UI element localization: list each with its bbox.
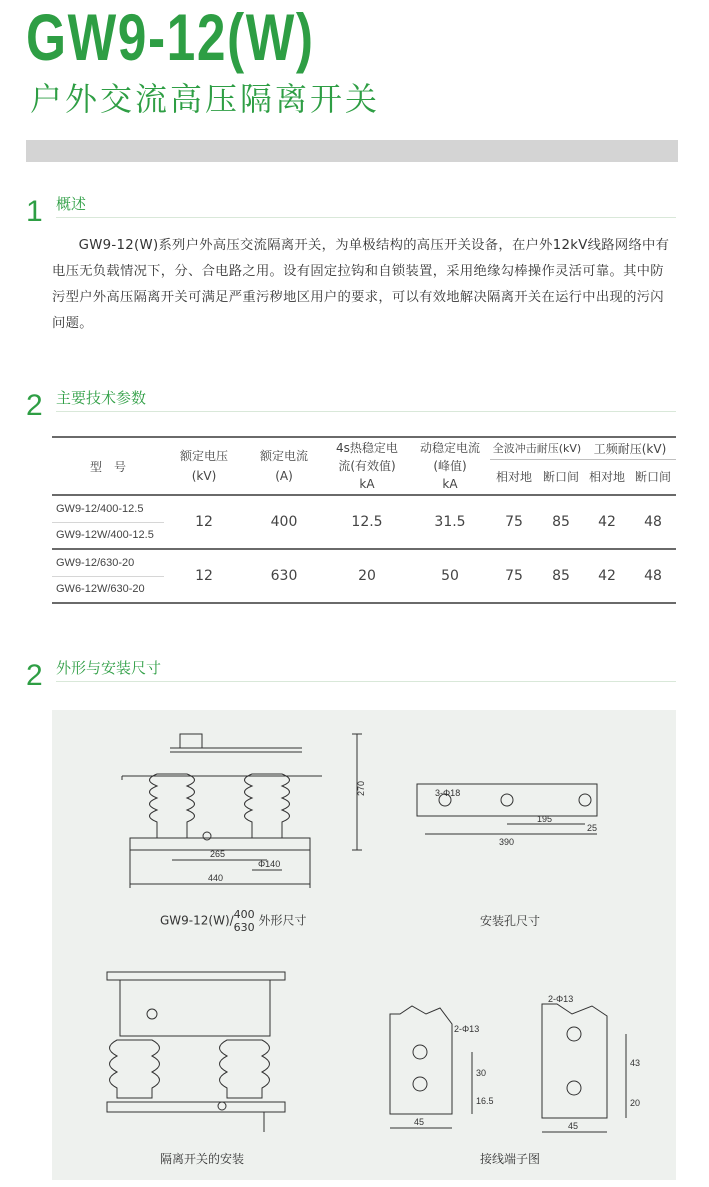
cell-imp-ground: 75	[490, 549, 538, 603]
cell-imp-break: 85	[538, 549, 584, 603]
table-row-model: GW9-12/400-12.5	[52, 495, 164, 522]
table-row-model: GW9-12W/400-12.5	[52, 522, 164, 549]
table-row-model: GW6-12W/630-20	[52, 576, 164, 603]
dim-20: 20	[630, 1098, 641, 1108]
cell-pf-ground: 42	[584, 549, 630, 603]
cell-voltage: 12	[164, 495, 244, 549]
header-thermal: 4s热稳定电 流(有效值) kA	[324, 437, 410, 495]
cell-pf-ground: 42	[584, 495, 630, 549]
header-powerfreq: 工频耐压(kV)	[584, 437, 676, 459]
cell-current: 400	[244, 495, 324, 549]
dim-43: 43	[630, 1058, 641, 1068]
header-pf-break: 断口间	[630, 459, 676, 495]
outline-caption: GW9-12(W)/400 630 外形尺寸	[160, 908, 307, 934]
dim-25: 25	[587, 823, 598, 833]
header-imp-break: 断口间	[538, 459, 584, 495]
cell-imp-break: 85	[538, 495, 584, 549]
drawings-panel	[52, 710, 676, 1180]
dim-440: 440	[208, 873, 224, 883]
cell-dynamic: 31.5	[410, 495, 490, 549]
terminal-hole-label-a: 2-Φ13	[454, 1024, 480, 1034]
header-divider-bar	[26, 140, 678, 162]
dim-265: 265	[210, 849, 226, 859]
section1-number: 1	[26, 195, 43, 228]
dim-phi140: Φ140	[258, 859, 281, 869]
cell-current: 630	[244, 549, 324, 603]
header-model: 型 号	[52, 437, 164, 495]
terminal-drawing	[382, 994, 642, 1144]
page-subtitle: 户外交流高压隔离开关	[30, 80, 381, 118]
dim-16-5: 16.5	[476, 1096, 494, 1106]
header-current: 额定电流 (A)	[244, 437, 324, 495]
mounting-caption: 安装孔尺寸	[480, 914, 541, 928]
dim-height: 270	[356, 780, 366, 796]
installation-drawing	[92, 956, 302, 1146]
dim-195: 195	[537, 814, 553, 824]
header-voltage: 额定电压 (kV)	[164, 437, 244, 495]
table-row-model: GW9-12/630-20	[52, 549, 164, 576]
section3-number: 2	[26, 659, 43, 692]
cell-dynamic: 50	[410, 549, 490, 603]
cell-pf-break: 48	[630, 495, 676, 549]
section2-number: 2	[26, 389, 43, 422]
dim-390: 390	[499, 837, 515, 847]
header-impulse: 全波冲击耐压(kV)	[490, 437, 584, 459]
section1-paragraph: GW9-12(W)系列户外高压交流隔离开关，为单极结构的高压开关设备，在户外12kV线路网络中有电压无负载情况下，分、合电路之用。设有固定拉钩和自锁装置，采用绝缘勾棒操作灵活可靠。其中防污型户外高压隔离开关可满足严重污秽地区用户的要求，可以有效地解决隔离开关在运行中出现的污闪问题。	[52, 238, 670, 331]
outline-drawing	[112, 726, 382, 906]
cell-imp-ground: 75	[490, 495, 538, 549]
section1-rule	[56, 217, 676, 218]
section1-title: 概述	[56, 195, 87, 213]
page-title: GW9-12(W)	[26, 0, 315, 74]
section2-title: 主要技术参数	[56, 389, 147, 407]
cell-thermal: 20	[324, 549, 410, 603]
header-dynamic: 动稳定电流 (峰值) kA	[410, 437, 490, 495]
terminal-caption: 接线端子图	[480, 1152, 541, 1166]
header-imp-ground: 相对地	[490, 459, 538, 495]
dim-45-b: 45	[568, 1121, 579, 1131]
terminal-hole-label-b: 2-Φ13	[548, 994, 574, 1004]
cell-thermal: 12.5	[324, 495, 410, 549]
section2-rule	[56, 411, 676, 412]
spec-table	[52, 436, 676, 604]
dim-45-a: 45	[414, 1117, 425, 1127]
cell-pf-break: 48	[630, 549, 676, 603]
installation-caption: 隔离开关的安装	[160, 1152, 245, 1166]
section3-title: 外形与安装尺寸	[56, 659, 162, 677]
dim-30: 30	[476, 1068, 487, 1078]
cell-voltage: 12	[164, 549, 244, 603]
section3-rule	[56, 681, 676, 682]
mounting-hole-label: 3-Φ18	[435, 788, 461, 798]
header-pf-ground: 相对地	[584, 459, 630, 495]
mounting-drawing	[407, 768, 617, 858]
